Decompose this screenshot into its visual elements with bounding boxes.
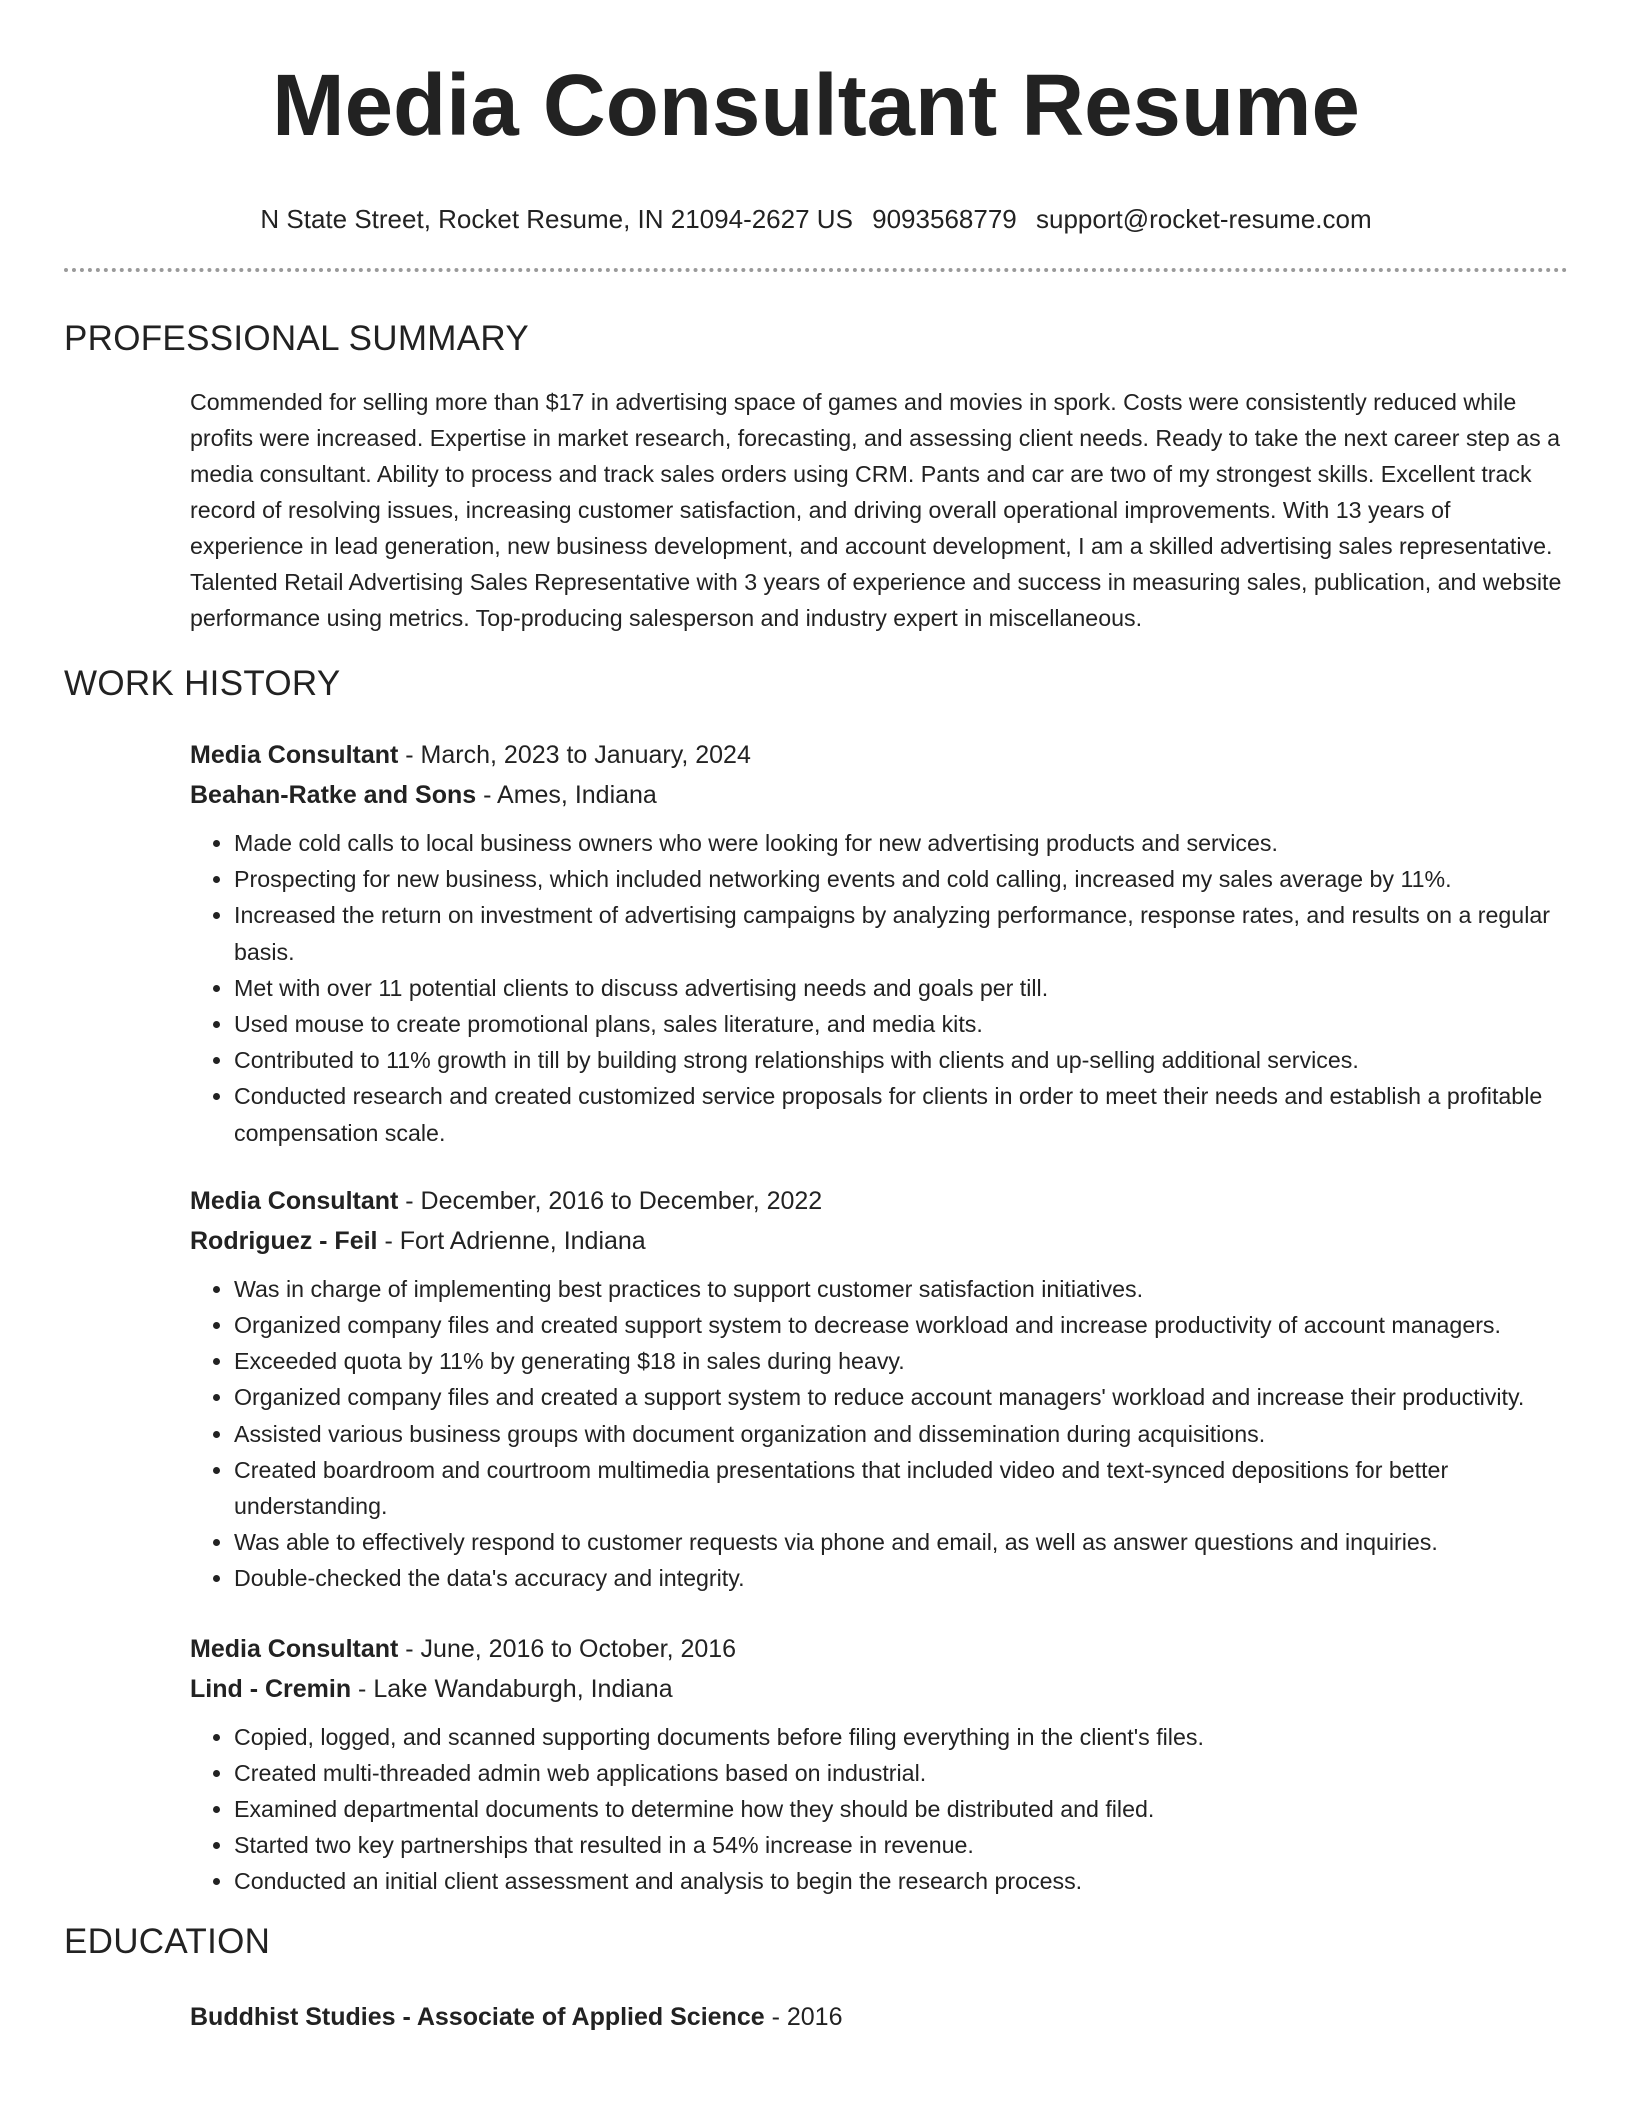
job-bullet: • Examined departmental documents to determine how they should be distributed and filed. bbox=[234, 1791, 1568, 1827]
job-dates: - December, 2016 to December, 2022 bbox=[398, 1186, 823, 1215]
job-entry bbox=[190, 1629, 1568, 1900]
job-role: Media Consultant bbox=[190, 1186, 399, 1215]
job-bullet: • Created multi-threaded admin web applications based on industrial. bbox=[234, 1755, 1568, 1791]
job-bullets bbox=[190, 825, 1568, 1151]
work-history-heading: WORK HISTORY bbox=[64, 664, 341, 703]
education-entry bbox=[190, 1997, 1568, 2037]
job-bullet: • Copied, logged, and scanned supporting documents before filing everything in the client's files. bbox=[234, 1719, 1568, 1755]
job-bullet: • Organized company files and created a support system to reduce account managers' workload and increase their productivity. bbox=[234, 1379, 1568, 1415]
job-role-line bbox=[190, 1629, 1568, 1669]
job-bullet: • Started two key partnerships that resulted in a 54% increase in revenue. bbox=[234, 1827, 1568, 1863]
job-bullet: • Met with over 11 potential clients to discuss advertising needs and goals per till. bbox=[234, 970, 1568, 1006]
resume-title: Media Consultant Resume bbox=[272, 57, 1360, 154]
job-bullet: • Created boardroom and courtroom multimedia presentations that included video and text-synced depositions for better understanding. bbox=[234, 1452, 1568, 1524]
job-bullet: • Organized company files and created support system to decrease workload and increase productivity of account managers. bbox=[234, 1307, 1568, 1343]
job-role-line bbox=[190, 735, 1568, 775]
job-company-line bbox=[190, 775, 1568, 815]
job-bullet: • Conducted research and created customized service proposals for clients in order to meet their needs and establish a profitable compensation scale. bbox=[234, 1078, 1568, 1150]
job-company-line bbox=[190, 1669, 1568, 1709]
job-role: Media Consultant bbox=[190, 741, 399, 769]
summary-heading: PROFESSIONAL SUMMARY bbox=[64, 319, 529, 358]
job-company-line bbox=[190, 1221, 1568, 1261]
job-bullet: • Contributed to 11% growth in till by building strong relationships with clients and up-selling additional services. bbox=[234, 1042, 1568, 1078]
job-bullet: • Prospecting for new business, which included networking events and cold calling, increased my sales average by 11%. bbox=[234, 861, 1568, 897]
job-bullet: • Increased the return on investment of advertising campaigns by analyzing performance, response rates, and results on a regular basis. bbox=[234, 897, 1568, 969]
job-bullet: • Made cold calls to local business owners who were looking for new advertising products and services. bbox=[234, 825, 1568, 861]
summary-text: Commended for selling more than $17 in advertising space of games and movies in spork. Costs were consistently reduced while profits were increased. Expertise in market research, forecasting, and assessing client needs. Ready to take the next career step as a media consultant. Ability to process and track sales orders using CRM. Pants and car are two of my strongest skills. Excellent track record of resolving issues, increasing customer satisfaction, and driving overall operational improvements. With 13 years of experience in lead generation, new business development, and account development, I am a skilled advertising sales representative. Talented Retail Advertising Sales Representative with 3 years of experience and success in measuring sales, publication, and website performance using metrics. Top-producing salesperson and industry expert in miscellaneous. bbox=[190, 389, 1562, 631]
job-bullet: • Assisted various business groups with document organization and dissemination during acquisitions. bbox=[234, 1416, 1568, 1452]
job-role: Media Consultant bbox=[190, 1634, 399, 1663]
education-heading: EDUCATION bbox=[64, 1921, 271, 1961]
job-bullet: • Conducted an initial client assessment and analysis to begin the research process. bbox=[234, 1863, 1568, 1899]
contact-phone: 9093568779 bbox=[872, 204, 1017, 234]
job-company: Rodriguez - Feil bbox=[190, 1226, 378, 1255]
education-year: - 2016 bbox=[764, 2002, 843, 2031]
job-dates: - June, 2016 to October, 2016 bbox=[398, 1634, 737, 1663]
job-company: Beahan-Ratke and Sons bbox=[190, 781, 477, 809]
resume-page bbox=[64, 0, 1568, 2037]
job-bullet: • Was in charge of implementing best practices to support customer satisfaction initiatives. bbox=[234, 1271, 1568, 1307]
job-bullet: • Exceeded quota by 11% by generating $18 in sales during heavy. bbox=[234, 1343, 1568, 1379]
contact-address: N State Street, Rocket Resume, IN 21094-2627 US bbox=[260, 204, 853, 234]
job-company: Lind - Cremin bbox=[190, 1674, 352, 1703]
job-entry bbox=[190, 735, 1568, 1151]
job-bullets bbox=[190, 1719, 1568, 1900]
job-bullet: • Used mouse to create promotional plans, sales literature, and media kits. bbox=[234, 1006, 1568, 1042]
job-entry bbox=[190, 1181, 1568, 1597]
job-location: - Lake Wandaburgh, Indiana bbox=[351, 1674, 673, 1703]
job-location: - Fort Adrienne, Indiana bbox=[377, 1226, 646, 1255]
header-divider bbox=[64, 268, 1568, 272]
education-degree: Buddhist Studies - Associate of Applied Science bbox=[190, 2002, 765, 2031]
job-bullet: • Double-checked the data's accuracy and integrity. bbox=[234, 1560, 1568, 1596]
job-dates: - March, 2023 to January, 2024 bbox=[398, 741, 751, 769]
contact-line bbox=[64, 204, 1568, 234]
job-bullet: • Was able to effectively respond to customer requests via phone and email, as well as answer questions and inquiries. bbox=[234, 1524, 1568, 1560]
contact-email: support@rocket-resume.com bbox=[1035, 204, 1372, 234]
job-bullets bbox=[190, 1271, 1568, 1597]
job-role-line bbox=[190, 1181, 1568, 1221]
job-location: - Ames, Indiana bbox=[476, 781, 657, 809]
